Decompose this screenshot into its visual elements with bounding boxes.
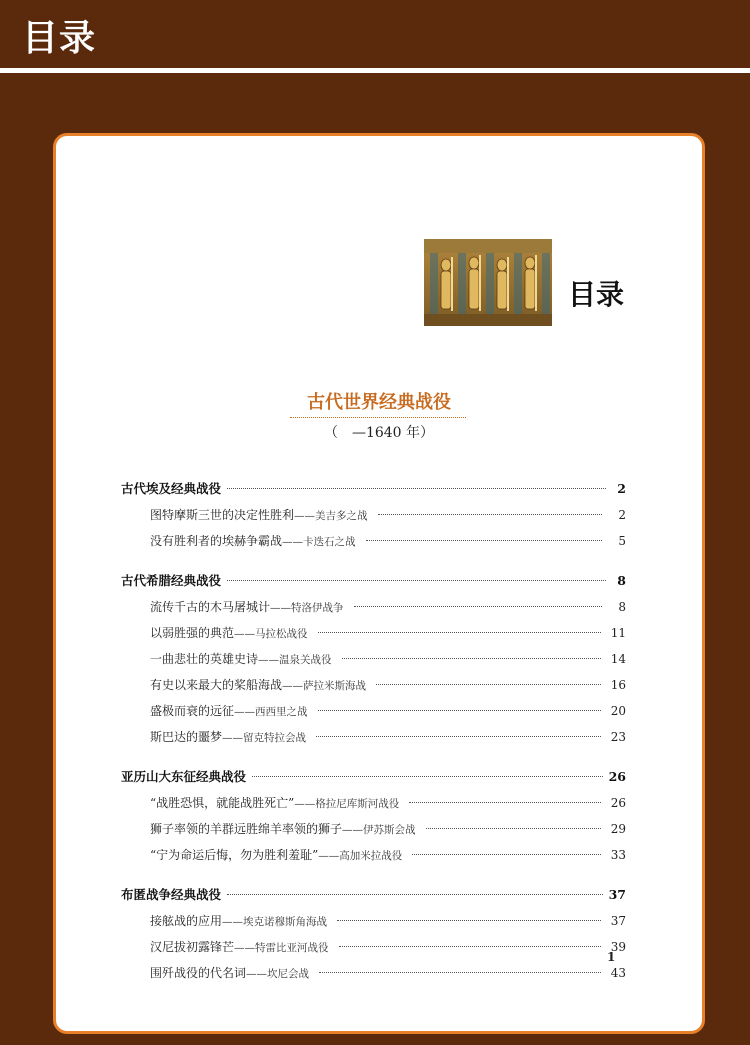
entry-title: 有史以来最大的桨船海战 [150, 678, 283, 692]
toc-entry[interactable] [121, 960, 626, 986]
toc-chapter-row[interactable] [121, 882, 626, 908]
entry-page-number: 43 [610, 966, 626, 980]
entry-subtitle: ——卡迭石之战 [282, 536, 356, 548]
leader-dots [342, 658, 601, 659]
entry-subtitle: ——留克特拉会战 [222, 732, 307, 744]
toc-chapter-row[interactable] [121, 476, 626, 502]
toc-entry[interactable] [121, 698, 626, 724]
section-title: 古代世界经典战役 [307, 392, 451, 413]
entry-page-number: 23 [610, 730, 626, 744]
entry-subtitle: ——马拉松战役 [234, 628, 308, 640]
entry-subtitle: ——西西里之战 [234, 706, 308, 718]
leader-dots [318, 710, 601, 711]
page-number: 1 [607, 950, 616, 964]
entry-title: 汉尼拔初露锋芒 [150, 940, 235, 954]
entry-page-number: 33 [610, 848, 626, 862]
toc-entry[interactable] [121, 672, 626, 698]
toc-entry[interactable] [121, 620, 626, 646]
entry-page-number: 39 [610, 940, 626, 954]
entry-title: 狮子率领的羊群远胜绵羊率领的狮子 [150, 822, 343, 836]
leader-dots [426, 828, 601, 829]
entry-page-number: 11 [610, 626, 626, 640]
entry-subtitle: ——特洛伊战争 [270, 602, 344, 614]
entry-title: 围歼战役的代名词 [150, 966, 247, 980]
entry-subtitle: ——高加米拉战役 [318, 850, 403, 862]
entry-page-number: 26 [610, 796, 626, 810]
entry-subtitle: ——坎尼会战 [246, 968, 310, 980]
toc-chapter [121, 568, 626, 750]
entry-subtitle: ——伊苏斯会战 [342, 824, 416, 836]
leader-dots [227, 894, 603, 895]
table-of-contents [121, 476, 626, 1000]
toc-entry[interactable] [121, 842, 626, 868]
entry-page-number: 16 [610, 678, 626, 692]
leader-dots [376, 684, 601, 685]
entry-title: 以弱胜强的典范 [150, 626, 235, 640]
leader-dots [227, 488, 606, 489]
entry-title: 盛极而衰的远征 [150, 704, 235, 718]
entry-title: 一曲悲壮的英雄史诗 [150, 652, 259, 666]
leader-dots [227, 580, 606, 581]
toc-entry[interactable] [121, 908, 626, 934]
entry-title: 图特摩斯三世的决定性胜利 [150, 508, 295, 522]
leader-dots [318, 632, 601, 633]
entry-subtitle: ——格拉尼库斯河战役 [294, 798, 400, 810]
entry-page-number: 2 [618, 508, 626, 522]
page-heading: 目录 [568, 278, 625, 311]
entry-subtitle: ——埃克诺穆斯角海战 [222, 916, 328, 928]
entry-page-number: 37 [610, 914, 626, 928]
entry-page-number: 20 [610, 704, 626, 718]
leader-dots [316, 736, 601, 737]
entry-title: 斯巴达的噩梦 [150, 730, 223, 744]
entry-title: 没有胜利者的埃赫争霸战 [150, 534, 283, 548]
toc-entry[interactable] [121, 528, 626, 554]
toc-entry[interactable] [121, 816, 626, 842]
chapter-page-number: 26 [608, 769, 626, 784]
leader-dots [319, 972, 601, 973]
chapter-title: 古代希腊经典战役 [121, 573, 222, 588]
toc-entry[interactable] [121, 790, 626, 816]
relief-illustration [424, 239, 552, 326]
toc-chapter [121, 882, 626, 986]
entry-page-number: 8 [618, 600, 626, 614]
chapter-page-number: 37 [608, 887, 626, 902]
entry-subtitle: ——温泉关战役 [258, 654, 332, 666]
toc-entry[interactable] [121, 594, 626, 620]
toc-entry[interactable] [121, 646, 626, 672]
chapter-page-number: 8 [617, 573, 626, 588]
toc-entry[interactable] [121, 724, 626, 750]
chapter-title: 布匿战争经典战役 [121, 887, 222, 902]
leader-dots [412, 854, 600, 855]
chapter-page-number: 2 [617, 481, 626, 496]
leader-dots [378, 514, 602, 515]
entry-title: “宁为命运后悔，勿为胜利羞耻” [150, 848, 319, 862]
toc-entry[interactable] [121, 502, 626, 528]
toc-chapter-row[interactable] [121, 764, 626, 790]
leader-dots [366, 540, 602, 541]
chapter-title: 古代埃及经典战役 [121, 481, 222, 496]
toc-chapter-row[interactable] [121, 568, 626, 594]
leader-dots [354, 606, 602, 607]
toc-entry[interactable] [121, 934, 626, 960]
entry-page-number: 14 [610, 652, 626, 666]
header-title: 目录 [22, 18, 97, 59]
entry-title: 流传千古的木马屠城计 [150, 600, 271, 614]
section-title-underline [290, 417, 466, 418]
leader-dots [339, 946, 601, 947]
section-date-range: （ —1640 年） [323, 425, 435, 441]
toc-chapter [121, 764, 626, 868]
entry-subtitle: ——萨拉米斯海战 [282, 680, 367, 692]
leader-dots [409, 802, 600, 803]
entry-page-number: 29 [610, 822, 626, 836]
leader-dots [252, 776, 603, 777]
header-bar [0, 0, 750, 68]
entry-title: 接舷战的应用 [150, 914, 223, 928]
book-page [53, 133, 705, 1034]
leader-dots [337, 920, 601, 921]
entry-page-number: 5 [618, 534, 626, 548]
entry-subtitle: ——美吉多之战 [294, 510, 368, 522]
entry-subtitle: ——特雷比亚河战役 [234, 942, 329, 954]
chapter-title: 亚历山大东征经典战役 [121, 769, 247, 784]
entry-title: “战胜恐惧，就能战胜死亡” [150, 796, 295, 810]
toc-chapter [121, 476, 626, 554]
header-divider [0, 68, 750, 73]
